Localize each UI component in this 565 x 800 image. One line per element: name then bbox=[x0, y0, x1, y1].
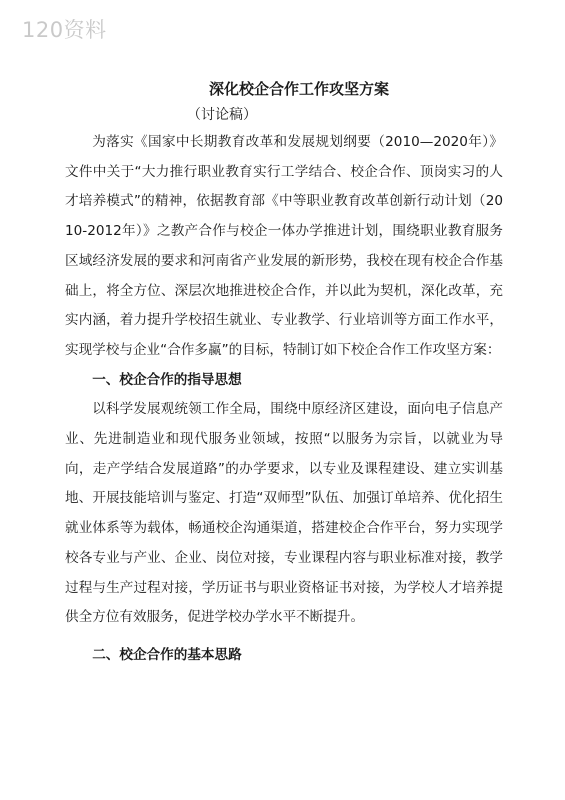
document-title: 深化校企合作工作攻坚方案 bbox=[208, 80, 389, 98]
document-subtitle: （讨论稿） bbox=[187, 107, 257, 123]
intro-paragraph: 为落实《国家中长期教育改革和发展规划纲要（2010—2020年）》文件中关于“大力推行职业教育实行工学结合、校企合作、顶岗实习的人才培养模式”的精神，依据教育部《中等职业教育改革创新行动计划（2010-2012年）》之教产合作与校企一体办学推进计划，围绕职业教育服务区域经济发展的要求和河南省产业发展的新形势，我校在现有校企合作基础上，将全方位、深层次地推进校企合作，并以此为契机，深化改革，充实内涵，着力提升学校招生就业、专业教学、行业培训等方面工作水平，实现学校与企业“合作多赢”的目标，特制订如下校企合作工作攻坚方案： bbox=[65, 134, 503, 358]
document-page bbox=[65, 78, 503, 671]
watermark: 120资料 bbox=[22, 18, 107, 42]
section-2-heading: 二、校企合作的基本思路 bbox=[92, 646, 242, 663]
section-1-heading: 一、校企合作的指导思想 bbox=[92, 371, 242, 388]
section-1-paragraph: 以科学发展观统领工作全局，围绕中原经济区建设，面向电子信息产业、先进制造业和现代服务业领域，按照“以服务为宗旨，以就业为导向，走产学结合发展道路”的办学要求，以专业及课程建设、建立实训基地、开展技能培训与鉴定、打造“双师型”队伍、加强订单培养、优化招生就业体系等为载体，畅通校企沟通渠道，搭建校企合作平台，努力实现学校各专业与产业、企业、岗位对接，专业课程内容与职业标准对接，教学过程与生产过程对接，学历证书与职业资格证书对接，为学校人才培养提供全方位有效服务，促进学校办学水平不断提升。 bbox=[65, 401, 503, 626]
